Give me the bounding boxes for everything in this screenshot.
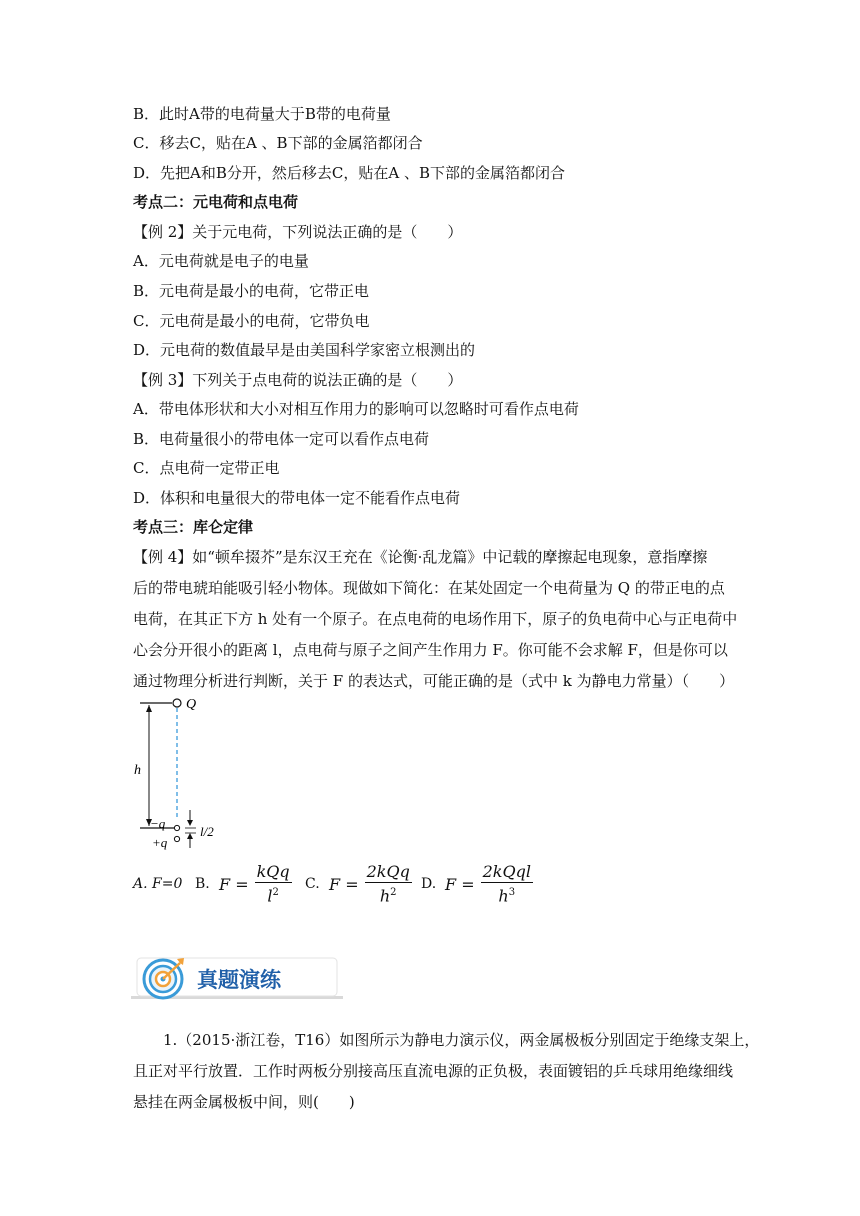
formula-exponent: 3 <box>508 887 516 898</box>
negative-charge-center <box>174 825 179 830</box>
arrow-up-icon <box>187 833 193 839</box>
q1-option-d: D．先把A和B分开，然后移去C，贴在A 、B下部的金属箔都闭合 <box>133 164 565 182</box>
ex3-option-b: B．电荷量很小的带电体一定可以看作点电荷 <box>133 430 430 448</box>
label-h: h <box>134 763 141 778</box>
ex4-option-b-label: B. <box>195 876 210 892</box>
ex4-option-b-formula <box>219 862 292 906</box>
formula-exponent: 2 <box>272 887 279 898</box>
ex4-line: 心会分开很小的距离 l，点电荷与原子之间产生作用力 F。你可能不会求解 F，但是你可以 <box>133 641 728 659</box>
ex4-option-c-formula <box>329 862 412 906</box>
target-icon <box>144 958 184 998</box>
ex4-option-c-label: C. <box>305 876 320 892</box>
arrow-up-icon <box>146 705 152 712</box>
ex3-option-d: D．体积和电量很大的带电体一定不能看作点电荷 <box>133 489 461 507</box>
ex2-option-d: D．元电荷的数值最早是由美国科学家密立根测出的 <box>133 341 476 359</box>
exam-question-line: 悬挂在两金属极板中间，则( ) <box>133 1093 355 1111</box>
ex4-line: 电荷，在其正下方 h 处有一个原子。在点电荷的电场作用下，原子的负电荷中心与正电荷中 <box>133 610 738 628</box>
q1-option-b: B．此时A带的电荷量大于B带的电荷量 <box>133 105 391 123</box>
ex3-option-a: A．带电体形状和大小对相互作用力的影响可以忽略时可看作点电荷 <box>133 400 579 418</box>
ex4-line: 通过物理分析进行判断，关于 F 的表达式，可能正确的是（式中 k 为静电力常量）（ ） <box>133 672 735 690</box>
banner-title: 真题演练 <box>197 968 281 992</box>
label-pos-q: +q <box>152 835 168 850</box>
label-neg-q: −q <box>150 816 166 831</box>
formula-exponent: 2 <box>390 887 397 898</box>
formula-denominator: l <box>267 886 273 906</box>
formula-numerator: 2kQq <box>366 862 410 881</box>
formula-lhs: F = <box>445 874 475 894</box>
arrow-down-icon <box>187 820 193 826</box>
exam-question-line: 1.（2015·浙江卷，T16）如图所示为静电力演示仪，两金属极板分别固定于绝缘支架上， <box>163 1031 760 1049</box>
point-charge-q <box>173 699 181 707</box>
formula-numerator: kQq <box>256 862 290 881</box>
ex4-line: 后的带电琥珀能吸引轻小物体。现做如下简化：在某处固定一个电荷量为 Q 的带正电的点 <box>133 579 725 597</box>
ex2-option-a: A．元电荷就是电子的电量 <box>133 252 309 270</box>
ex4-option-a: A. F=0 <box>133 876 183 892</box>
ex2-stem: 【例 2】关于元电荷，下列说法正确的是（ ） <box>133 223 463 241</box>
formula-numerator: 2kQql <box>482 862 531 881</box>
positive-charge-center <box>174 836 179 841</box>
formula-denominator: h <box>379 886 391 906</box>
ex3-stem: 【例 3】下列关于点电荷的说法正确的是（ ） <box>133 371 463 389</box>
q1-option-c: C．移去C，贴在A 、B下部的金属箔都闭合 <box>133 134 423 152</box>
label-q: Q <box>186 697 197 712</box>
ex4-line: 【例 4】如“顿牟掇芥”是东汉王充在《论衡·乱龙篇》中记载的摩擦起电现象，意指摩擦 <box>133 548 708 566</box>
atom-charge-diagram <box>128 690 238 855</box>
ex4-option-d-label: D. <box>421 876 437 892</box>
formula-denominator: h <box>498 886 509 906</box>
ex2-option-b: B．元电荷是最小的电荷，它带正电 <box>133 282 370 300</box>
section2-title: 考点二：元电荷和点电荷 <box>133 193 299 211</box>
exam-question-1 <box>133 1025 760 1118</box>
formula-lhs: F = <box>219 874 249 894</box>
ex4-stem <box>133 542 738 697</box>
ex2-option-c: C．元电荷是最小的电荷，它带负电 <box>133 312 370 330</box>
ex4-options <box>133 862 563 912</box>
ex4-option-d-formula <box>445 862 533 906</box>
label-l-half: l/2 <box>200 824 214 839</box>
formula-lhs: F = <box>329 874 359 894</box>
ex3-option-c: C．点电荷一定带正电 <box>133 459 280 477</box>
exam-question-line: 且正对平行放置．工作时两板分别接高压直流电源的正负极，表面镀铝的乒乓球用绝缘细线 <box>133 1062 734 1080</box>
section-banner <box>131 954 343 1002</box>
section3-title: 考点三：库仑定律 <box>133 518 254 536</box>
